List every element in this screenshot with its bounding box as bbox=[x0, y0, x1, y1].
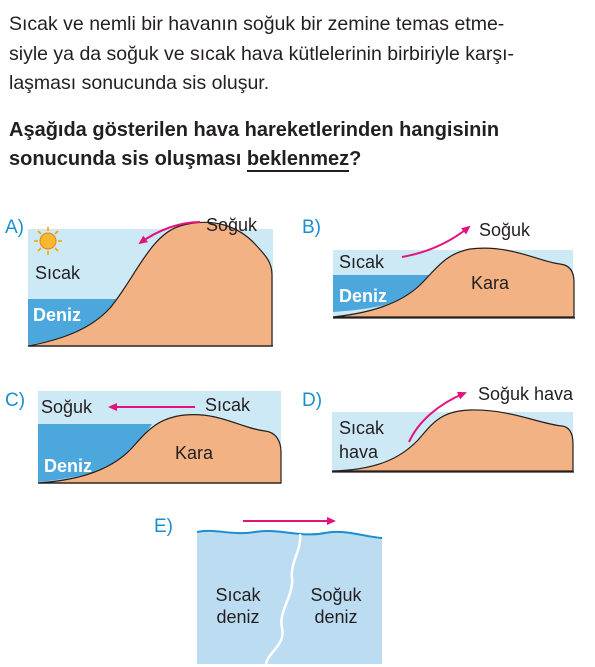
option-a-warm-label: Sıcak bbox=[35, 263, 81, 283]
option-d-warm-label-line-1: Sıcak bbox=[339, 418, 385, 438]
option-a-cold-label: Soğuk bbox=[206, 215, 258, 235]
option-e-letter[interactable]: E) bbox=[154, 516, 173, 537]
option-d-cold-label: Soğuk hava bbox=[478, 384, 574, 404]
option-a-letter[interactable]: A) bbox=[5, 217, 24, 238]
option-b-warm-label: Sıcak bbox=[339, 252, 385, 272]
option-b-cold-label: Soğuk bbox=[479, 220, 531, 240]
option-d-letter[interactable]: D) bbox=[302, 390, 323, 411]
option-c-warm-label: Sıcak bbox=[205, 395, 251, 415]
option-b-sea-label: Deniz bbox=[339, 286, 388, 306]
option-e-cold-label bbox=[301, 584, 371, 628]
option-c-cold-label: Soğuk bbox=[41, 397, 93, 417]
option-e-cold-label-line-2: deniz bbox=[314, 607, 358, 627]
question-line-2-start: sonucunda sis oluşması bbox=[9, 148, 247, 170]
intro-line-3: laşması sonucunda sis oluşur. bbox=[9, 72, 270, 94]
intro-line-2: siyle ya da soğuk ve sıcak hava kütlelerinin birbiriyle karşı- bbox=[9, 42, 515, 65]
option-e-warm-label-line-1: Sıcak bbox=[215, 585, 261, 605]
option-b-letter[interactable]: B) bbox=[302, 217, 321, 238]
option-e-warm-label bbox=[203, 584, 273, 628]
option-e-cold-label-line-1: Soğuk bbox=[310, 585, 362, 605]
question-emphasis-word: beklenmez bbox=[246, 148, 350, 170]
option-a-sea-label: Deniz bbox=[33, 305, 82, 325]
option-c-land-label: Kara bbox=[175, 443, 214, 463]
question-mark: ? bbox=[349, 148, 362, 170]
option-a-figure[interactable] bbox=[28, 222, 273, 346]
option-d-warm-label-line-2: hava bbox=[339, 442, 379, 462]
option-c-letter[interactable]: C) bbox=[5, 390, 26, 411]
question-line-1: Aşağıda gösterilen hava hareketlerinden hangisinin bbox=[9, 119, 500, 141]
option-b-land-label: Kara bbox=[471, 273, 510, 293]
option-c-sea-label: Deniz bbox=[44, 456, 93, 476]
intro-line-1: Sıcak ve nemli bir havanın soğuk bir zemine temas etme- bbox=[9, 13, 505, 35]
option-e-warm-label-line-2: deniz bbox=[216, 607, 260, 627]
